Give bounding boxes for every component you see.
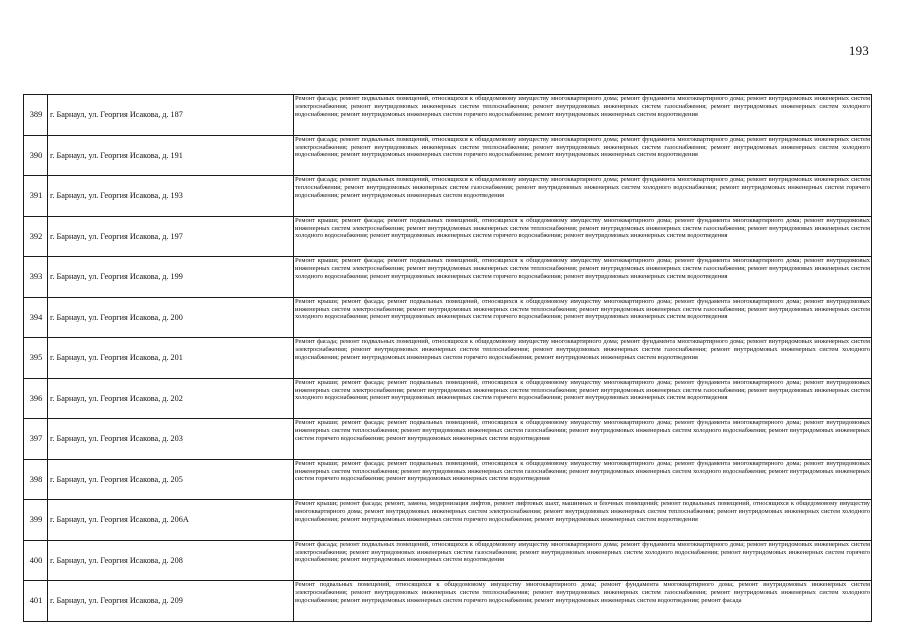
row-works-cell xyxy=(294,338,872,379)
table-row xyxy=(24,297,872,338)
row-address: г. Барнаул, ул. Георгия Исакова, д. 193 xyxy=(48,176,294,217)
row-number: 397 xyxy=(24,419,48,460)
row-number: 389 xyxy=(24,95,48,136)
row-works-cell xyxy=(294,581,872,622)
row-number: 400 xyxy=(24,540,48,581)
row-works: Ремонт фасада; ремонт подвальных помещений, относящихся к общедомовому имуществу многоквартирного дома; ремонт фундамента многоквартирного дома; ремонт внутридомовых инженерных систем электроснабжения; ремонт внутридомовых инженерных систем теплоснабжения; ремонт внутридомовых инженерных систем газоснабжения; ремонт внутридомовых инженерных систем холодного водоснабжения; ремонт внутридомовых инженерных систем горячего водоснабжения; ремонт внутридомовых инженерных систем водоотведения xyxy=(295,95,870,118)
row-number: 390 xyxy=(24,135,48,176)
row-works-cell xyxy=(294,216,872,257)
table-row xyxy=(24,419,872,460)
row-address: г. Барнаул, ул. Георгия Исакова, д. 199 xyxy=(48,257,294,298)
row-address: г. Барнаул, ул. Георгия Исакова, д. 205 xyxy=(48,459,294,500)
table-row xyxy=(24,500,872,541)
row-address: г. Барнаул, ул. Георгия Исакова, д. 203 xyxy=(48,419,294,460)
table-row xyxy=(24,459,872,500)
row-number: 393 xyxy=(24,257,48,298)
row-number: 401 xyxy=(24,581,48,622)
row-works: Ремонт крыши; ремонт фасада; ремонт подвальных помещений, относящихся к общедомовому имуществу многоквартирного дома; ремонт фундамента многоквартирного дома; ремонт внутридомовых инженерных систем электроснабжения; ремонт внутридомовых инженерных систем теплоснабжения; ремонт внутридомовых инженерных систем газоснабжения; ремонт внутридомовых инженерных систем холодного водоснабжения; ремонт внутридомовых инженерных систем горячего водоснабжения; ремонт внутридомовых инженерных систем водоотведения xyxy=(295,216,870,240)
row-works-cell xyxy=(294,297,872,338)
table-row xyxy=(24,257,872,298)
row-number: 395 xyxy=(24,338,48,379)
row-works: Ремонт фасада; ремонт подвальных помещений, относящихся к общедомовому имуществу многоквартирного дома; ремонт фундамента многоквартирного дома; ремонт внутридомовых инженерных систем электроснабжения; ремонт внутридомовых инженерных систем теплоснабжения; ремонт внутридомовых инженерных систем газоснабжения; ремонт внутридомовых инженерных систем холодного водоснабжения; ремонт внутридомовых инженерных систем горячего водоснабжения; ремонт внутридомовых инженерных систем водоотведения xyxy=(295,135,870,159)
table-row xyxy=(24,216,872,257)
row-number: 398 xyxy=(24,459,48,500)
table-row xyxy=(24,135,872,176)
table-row xyxy=(24,581,872,622)
row-number: 399 xyxy=(24,500,48,541)
row-works: Ремонт крыши; ремонт фасада; ремонт подвальных помещений, относящихся к общедомовому имуществу многоквартирного дома; ремонт фундамента многоквартирного дома; ремонт внутридомовых инженерных систем электроснабжения; ремонт внутридомовых инженерных систем теплоснабжения; ремонт внутридомовых инженерных систем газоснабжения; ремонт внутридомовых инженерных систем холодного водоснабжения; ремонт внутридомовых инженерных систем горячего водоснабжения; ремонт внутридомовых инженерных систем водоотведения xyxy=(295,257,870,280)
row-address: г. Барнаул, ул. Георгия Исакова, д. 187 xyxy=(48,95,294,136)
row-address: г. Барнаул, ул. Георгия Исакова, д. 209 xyxy=(48,581,294,622)
row-works: Ремонт фасада; ремонт подвальных помещений, относящихся к общедомовому имуществу многоквартирного дома; ремонт фундамента многоквартирного дома; ремонт внутридомовых инженерных систем электроснабжения; ремонт внутридомовых инженерных систем газоснабжения; ремонт внутридомовых инженерных систем холодного водоснабжения; ремонт внутридомовых инженерных систем горячего водоснабжения; ремонт внутридомовых инженерных систем водоотведения xyxy=(295,540,870,564)
page-number: 193 xyxy=(848,43,869,58)
table-row xyxy=(24,378,872,419)
row-works: Ремонт крыши; ремонт фасада; ремонт подвальных помещений, относящихся к общедомовому имуществу многоквартирного дома; ремонт фундамента многоквартирного дома; ремонт внутридомовых инженерных систем электроснабжения; ремонт внутридомовых инженерных систем теплоснабжения; ремонт внутридомовых инженерных систем газоснабжения; ремонт внутридомовых инженерных систем холодного водоснабжения; ремонт внутридомовых инженерных систем горячего водоснабжения; ремонт внутридомовых инженерных систем водоотведения xyxy=(295,297,870,321)
row-address: г. Барнаул, ул. Георгия Исакова, д. 197 xyxy=(48,216,294,257)
row-works-cell xyxy=(294,257,872,298)
row-works: Ремонт крыши; ремонт фасада; ремонт подвальных помещений, относящихся к общедомовому имуществу многоквартирного дома; ремонт фундамента многоквартирного дома; ремонт внутридомовых инженерных систем теплоснабжения; ремонт внутридомовых инженерных систем газоснабжения; ремонт внутридомовых инженерных систем холодного водоснабжения; ремонт внутридомовых инженерных систем горячего водоснабжения; ремонт внутридомовых инженерных систем водоотведения xyxy=(295,459,870,483)
row-works-cell xyxy=(294,459,872,500)
row-works-cell xyxy=(294,176,872,217)
repair-works-table xyxy=(23,94,872,622)
row-address: г. Барнаул, ул. Георгия Исакова, д. 206А xyxy=(48,500,294,541)
row-address: г. Барнаул, ул. Георгия Исакова, д. 208 xyxy=(48,540,294,581)
row-works-cell xyxy=(294,95,872,136)
row-works: Ремонт фасада; ремонт подвальных помещений, относящихся к общедомовому имуществу многоквартирного дома; ремонт фундамента многоквартирного дома; ремонт внутридомовых инженерных систем электроснабжения; ремонт внутридомовых инженерных систем теплоснабжения; ремонт внутридомовых инженерных систем газоснабжения; ремонт внутридомовых инженерных систем холодного водоснабжения; ремонт внутридомовых инженерных систем горячего водоснабжения; ремонт внутридомовых инженерных систем водоотведения xyxy=(295,338,870,361)
row-number: 396 xyxy=(24,378,48,419)
table-row xyxy=(24,540,872,581)
row-number: 394 xyxy=(24,297,48,338)
row-works: Ремонт крыши; ремонт фасада; ремонт подвальных помещений, относящихся к общедомовому имуществу многоквартирного дома; ремонт фундамента многоквартирного дома; ремонт внутридомовых инженерных систем теплоснабжения; ремонт внутридомовых инженерных систем газоснабжения; ремонт внутридомовых инженерных систем холодного водоснабжения; ремонт внутридомовых инженерных систем горячего водоснабжения; ремонт внутридомовых инженерных систем водоотведения xyxy=(295,419,870,442)
row-address: г. Барнаул, ул. Георгия Исакова, д. 200 xyxy=(48,297,294,338)
row-address: г. Барнаул, ул. Георгия Исакова, д. 191 xyxy=(48,135,294,176)
row-works: Ремонт крыши; ремонт фасада; ремонт, замена, модернизация лифтов, ремонт лифтовых шахт, машинных и блочных помещений; ремонт подвальных помещений, относящихся к общедомовому имуществу многоквартирного дома; ремонт внутридомовых инженерных систем электроснабжения; ремонт внутридомовых инженерных систем теплоснабжения; ремонт внутридомовых инженерных систем холодного водоснабжения; ремонт внутридомовых инженерных систем горячего водоснабжения; ремонт внутридомовых инженерных систем водоотведения xyxy=(295,500,870,523)
row-number: 392 xyxy=(24,216,48,257)
row-works-cell xyxy=(294,540,872,581)
table-row xyxy=(24,95,872,136)
row-works-cell xyxy=(294,500,872,541)
row-works-cell xyxy=(294,378,872,419)
table-row xyxy=(24,176,872,217)
row-works: Ремонт крыши; ремонт фасада; ремонт подвальных помещений, относящихся к общедомовому имуществу многоквартирного дома; ремонт фундамента многоквартирного дома; ремонт внутридомовых инженерных систем электроснабжения; ремонт внутридомовых инженерных систем теплоснабжения; ремонт внутридомовых инженерных систем газоснабжения; ремонт внутридомовых инженерных систем холодного водоснабжения; ремонт внутридомовых инженерных систем горячего водоснабжения; ремонт внутридомовых инженерных систем водоотведения xyxy=(295,378,870,402)
row-works: Ремонт фасада; ремонт подвальных помещений, относящихся к общедомовому имуществу многоквартирного дома; ремонт фундамента многоквартирного дома; ремонт внутридомовых инженерных систем теплоснабжения; ремонт внутридомовых инженерных систем газоснабжения; ремонт внутридомовых инженерных систем холодного водоснабжения; ремонт внутридомовых инженерных систем горячего водоснабжения; ремонт внутридомовых инженерных систем водоотведения xyxy=(295,176,870,199)
row-works-cell xyxy=(294,135,872,176)
row-works-cell xyxy=(294,419,872,460)
row-number: 391 xyxy=(24,176,48,217)
table-row xyxy=(24,338,872,379)
table-body xyxy=(24,95,872,622)
row-address: г. Барнаул, ул. Георгия Исакова, д. 201 xyxy=(48,338,294,379)
row-address: г. Барнаул, ул. Георгия Исакова, д. 202 xyxy=(48,378,294,419)
row-works: Ремонт подвальных помещений, относящихся к общедомовому имуществу многоквартирного дома; ремонт фундамента многоквартирного дома; ремонт внутридомовых инженерных систем электроснабжения; ремонт внутридомовых инженерных систем теплоснабжения; ремонт внутридомовых инженерных систем газоснабжения; ремонт внутридомовых инженерных систем холодного водоснабжения; ремонт внутридомовых инженерных систем горячего водоснабжения; ремонт внутридомовых инженерных систем водоотведения; ремонт фасада xyxy=(295,581,870,604)
